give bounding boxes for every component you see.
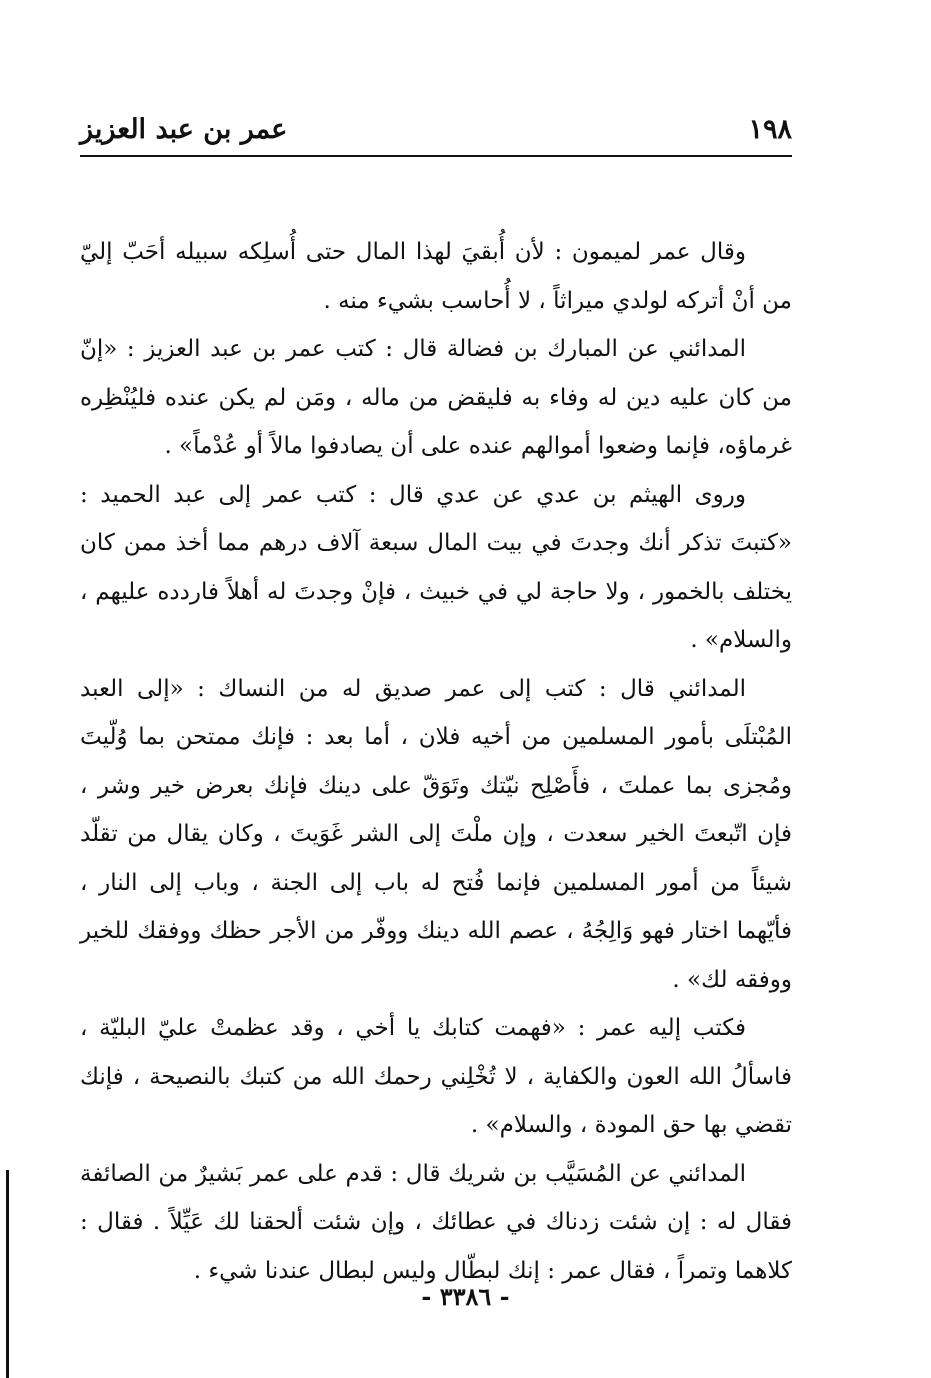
folio-number: - ٣٣٨٦ -: [421, 1282, 510, 1311]
paragraph-debts: المدائني عن المبارك بن فضالة قال : كتب عمر بن عبد العزيز : «إنّ من كان عليه دين له وفاء به فليقض من ماله ، ومَن لم يكن عنده فليُنْظِره غرماؤه، فإنما وضعوا أموالهم عنده على أن يصادفوا مالاً أو عُدْماً» .: [80, 336, 792, 459]
paragraph-maymun: وقال عمر لميمون : لأن أُبقيَ لهذا المال حتى أُسلِكه سبيله أحَبّ إليّ من أنْ أتركه لولدي ميراثاً ، لا أُحاسب بشيء منه .: [80, 239, 792, 314]
running-title: عمر بن عبد العزيز: [80, 114, 288, 145]
page-number: ١٩٨: [748, 114, 792, 145]
header-rule: [80, 155, 792, 157]
body-text: [80, 228, 792, 1295]
paragraph-ascetic-letter: المدائني قال : كتب إلى عمر صديق له من النساك : «إلى العبد المُبْتلَى بأمور المسلمين من أخيه فلان ، أما بعد : فإنك ممتحن بما وُلّيتَ ومُجزى بما عملتَ ، فأَصْلِح نيّتك وتَوَقّ على دينك فإنك بعرض خير وشر ، فإن اتّبعتَ الخير سعدت ، وإن ملْتَ إلى الشر غَوَيتَ ، وكان يقال من تقلّد شيئاً من أمور المسلمين فإنما فُتح له باب إلى الجنة ، وباب إلى النار ، فأيّهما اختار فهو وَالِجُهُ ، عصم الله دينك ووفّر من الأجر حظك ووفقك للخير ووفقه لك» .: [80, 675, 792, 993]
paragraph-abd-al-hamid: وروى الهيثم بن عدي عن عدي قال : كتب عمر إلى عبد الحميد : «كتبتَ تذكر أنك وجدتَ في بيت المال سبعة آلاف درهم مما أخذ ممن كان يختلف بالخمور ، ولا حاجة لي في خبيث ، فإنْ وجدتَ له أهلاً فاردده عليهم ، والسلام» .: [80, 481, 792, 653]
paragraph-bashir: المدائني عن المُسَيَّب بن شريك قال : قدم على عمر بَشيرٌ من الصائفة فقال له : إن شئت زدناك في عطائك ، وإن شئت ألحقنا لك عَيِّلاً . فقال : كلاهما وتمراً ، فقال عمر : إنك لبطّال وليس لبطال عندنا شيء .: [80, 1160, 792, 1284]
running-head: [80, 112, 792, 156]
paragraph-umar-reply: فكتب إليه عمر : «فهمت كتابك يا أخي ، وقد عظمتْ عليّ البليّة ، فاسألُ الله العون والكفاية ، لا تُخْلِني رحمك الله من كتبك بالنصيحة ، فإنك تقضي بها حق المودة ، والسلام» .: [80, 1015, 792, 1138]
scan-edge-line: [6, 1170, 9, 1378]
